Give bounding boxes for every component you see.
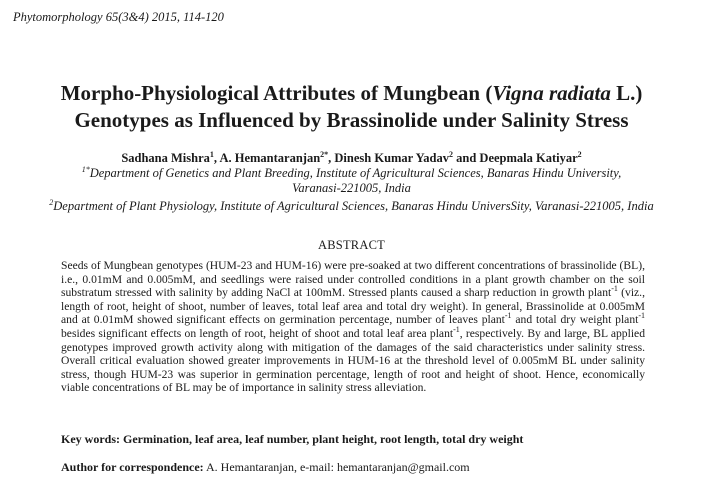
journal-citation: Phytomorphology 65(3&4) 2015, 114-120 [13,10,224,24]
affiliation-text: Department of Plant Physiology, Institute of Agricultural Sciences, Banaras Hindu UniversSity, Varanasi-221005, India [53,199,654,213]
author-sup: 2* [320,149,329,159]
author-name: Dinesh Kumar Yadav [334,151,450,165]
abstract-sup: -1 [638,311,646,321]
abstract-body [61,259,645,395]
paper-title [0,80,703,134]
keywords: Key words: Germination, leaf area, leaf number, plant height, root length, total dry weight [61,432,524,446]
author-separator: , [328,151,335,165]
title-line1-pre: Morpho-Physiological Attributes of Mungbean ( [60,81,493,105]
affiliation-text: Department of Genetics and Plant Breeding, Institute of Agricultural Sciences, Banaras Hindu University, [89,166,622,180]
affiliation-1 [0,166,703,196]
correspondence-text: A. Hemantaranjan, e-mail: hemantaranjan@gmail.com [203,460,470,474]
author-sup: 2 [449,149,454,159]
abstract-text: (viz., length of root, height of shoot, number of leaves, total leaf area and total dry weight). In general, Brassinolide at 0.005mM and at 0.01mM showed significant effects on germination percentage, number of leaves plant [61,286,645,327]
abstract-text: , respectively. By and large, BL applied genotypes improved growth activity along with mitigation of the damages of the said characteristics under salinity stress. Overall critical evaluation showed greater improvements in HUM-16 at the threshold level of 0.005mM BL under salinity stress, though HUM-23 was superior in germination percentage, length of root and height of shoot. Hence, economically viable concentrations of BL may be of importance in salinity stress alleviation. [61,326,645,395]
author-name: Sadhana Mishra [121,151,210,165]
affiliation-2 [0,199,703,214]
author-name: Deepmala Katiyar [479,151,578,165]
author-separator: and [453,151,480,165]
author-name: A. Hemantaranjan [219,151,321,165]
title-line1-post: L.) [610,81,643,105]
abstract-sup: -1 [453,325,460,335]
author-sup: 1 [209,149,214,159]
abstract-heading: ABSTRACT [318,238,385,252]
title-species-name: Vigna radiata [492,81,611,105]
affiliation-text: Varanasi-221005, India [292,181,411,195]
correspondence [61,460,661,475]
author-sup: 2 [577,149,582,159]
correspondence-label: Author for correspondence: [61,460,204,474]
abstract-text: Seeds of Mungbean genotypes (HUM-23 and HUM-16) were pre-soaked at two different concentrations of brassinolide (BL), i.e., 0.01mM and 0.005mM, and seedlings were raised under controlled conditions in a plant growth chamber on the soil substratum stressed with salinity by adding NaCl at 100mM. Stressed plants caused a sharp reduction in growth plant [61,259,645,300]
abstract-text: and total dry weight plant [511,313,639,327]
abstract-sup: -1 [504,311,512,321]
author-separator: , [213,151,220,165]
abstract-text: besides significant effects on length of root, height of shoot and total leaf area plant [61,326,454,340]
author-list [0,150,703,166]
abstract-sup: -1 [611,284,618,294]
title-line2: Genotypes as Influenced by Brassinolide under Salinity Stress [74,108,629,132]
affiliation-sup: 1* [81,164,90,174]
affiliation-sup: 2 [49,197,54,207]
